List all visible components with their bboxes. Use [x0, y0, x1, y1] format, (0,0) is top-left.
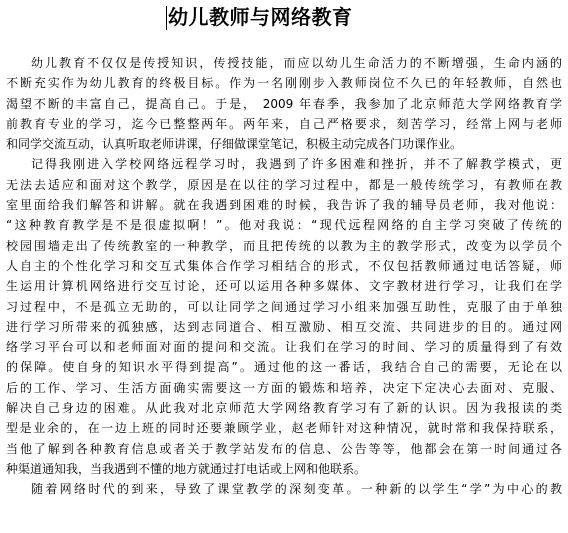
text-cursor	[166, 6, 167, 30]
paragraph-line: 络学习平台可以和老师面对面的提问和交流。让我们在学习的时间、学习的质量得到了有效	[6, 340, 562, 355]
paragraph-line: 型是业余的，在一边上班的同时还要兼顾学业，赵老师针对这种情况，就时常和我保持联系，	[6, 421, 562, 436]
paragraph-line: 习过程中，不是孤立无助的，可以让同学之间通过学习小组来加强互助性，克服了由于单独	[6, 299, 562, 314]
paragraph-line: 解决自己身边的困难。从此我对北京师范大学网络教育学习有了新的认识。因为我报读的类	[6, 401, 562, 416]
document-body	[6, 53, 562, 500]
paragraph-line: 前教育专业的学习，迄今已整整两年。两年来，自己严格要求，刻苦学习，经常上网与老师	[6, 116, 562, 131]
paragraph-line: 记得我刚进入学校网络远程学习时，我遇到了许多困难和挫折，并不了解教学模式，更	[31, 157, 562, 172]
paragraph-line: “这种教育教学是不是很虚拟啊！”。他对我说：“现代远程网络的自主学习突破了传统的	[6, 218, 562, 233]
paragraph-line: 种渠道通知我，当我遇到不懂的地方就通过打电话或上网和他联系。	[6, 461, 367, 476]
document-title: 幼儿教师与网络教育	[168, 5, 353, 29]
paragraph-line: 无法去适应和面对这个教学，原因是在以往的学习过程中，都是一般传统学习，有教师在教	[6, 177, 562, 192]
paragraph-line: 幼儿教育不仅仅是传授知识，传授技能，而应以幼儿生命活力的不断增强，生命内涵的	[31, 56, 562, 70]
paragraph-line: 进行学习所带来的孤独感，达到志同道合、相互激励、相互交流、共同进步的目的。通过网	[6, 319, 562, 334]
paragraph-line: 人自主的个性化学习和交互式集体合作学习相结合的形式，不仅包括教师通过电话答疑，师	[6, 258, 562, 273]
paragraph-line: 不断充实作为幼儿教育的终极目标。作为一名刚刚步入教师岗位不久已的年轻教师，自然也	[6, 76, 562, 91]
paragraph-line: 和同学交流互动，认真听取老师讲课，仔细做课堂笔记，积极主动完成各门功课作业。	[6, 137, 463, 152]
paragraph-line: 后的工作、学习、生活方面确实需要这一方面的锻炼和培养，决定下定决心去面对、克服、	[6, 380, 562, 395]
paragraph-line: 当他了解到各种教育信息或者关于教学站发布的信息、公告等等，他都会在第一时间通过各	[6, 441, 562, 456]
paragraph-line: 的保障。使自身的知识水平得到提高”。通过他的这一番话，我结合自己的需要，无论在以	[6, 360, 562, 375]
paragraph-line: 随着网络时代的到来，导致了课堂教学的深刻变革。一种新的以学生“学”为中心的教	[31, 482, 562, 497]
paragraph-line: 校园围墙走出了传统教室的一种教学，而且把传统的以教为主的教学形式，改变为以学员个	[6, 238, 562, 253]
paragraph-line: 渴望不断的丰富自己，提高自己。于是， 2009 年春季，我参加了北京师范大学网络教育学	[6, 96, 562, 111]
paragraph-line: 室里面给我们解答和讲解。就在我遇到困难的时候，我告诉了我的辅导员老师，我对他说：	[6, 198, 562, 213]
paragraph-line: 生运用计算机网络进行交互讨论，还可以运用各种多媒体、文字教材进行学习，让我们在学	[6, 279, 562, 294]
